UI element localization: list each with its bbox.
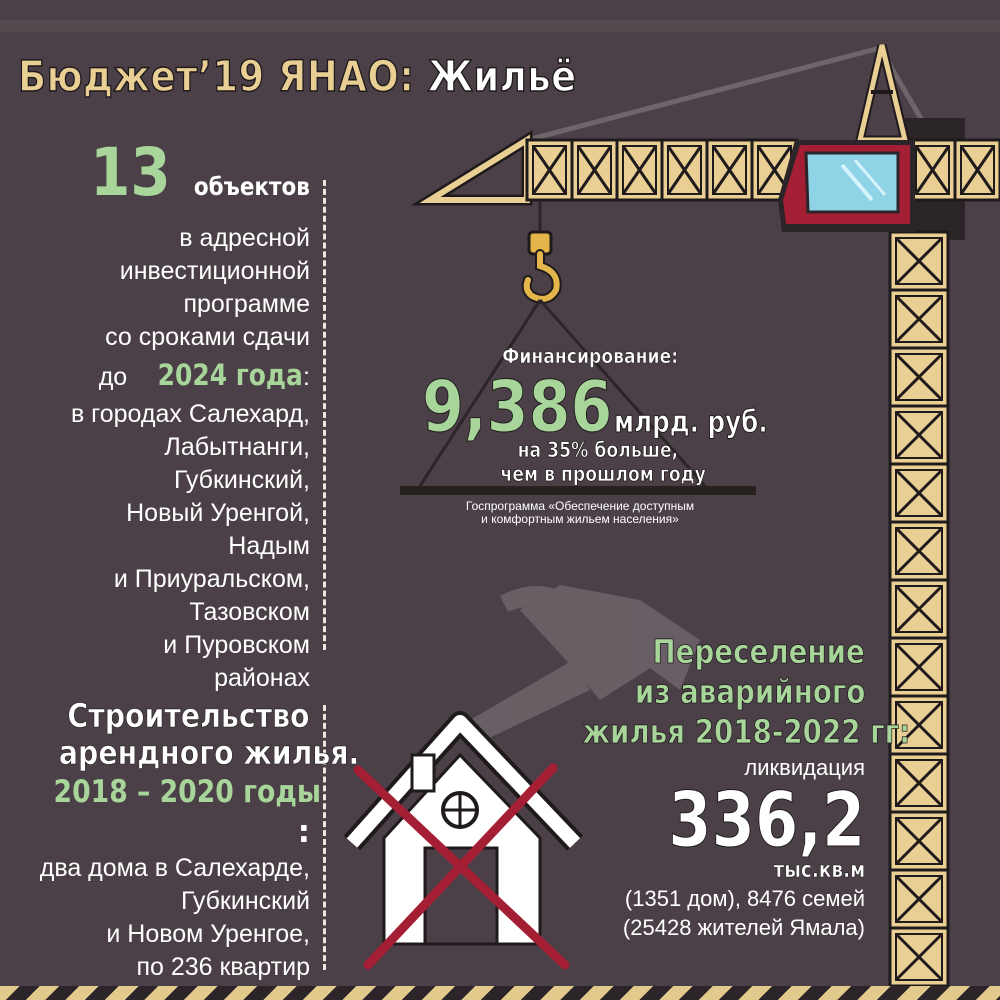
load-platform <box>400 486 756 495</box>
deadline-year: 2024 года <box>157 358 304 392</box>
objects-line: в адресной <box>179 224 310 252</box>
resettlement-heading-line: из аварийного <box>634 672 865 711</box>
resettlement-heading-line: Переселение <box>652 632 865 671</box>
rental-heading-line: Строительство <box>67 696 310 735</box>
divider-objects <box>323 180 326 650</box>
place-line: и Приуральском, <box>113 565 310 593</box>
crane-cabin <box>778 140 915 232</box>
page-title <box>18 52 577 102</box>
title-part2: Жильё <box>427 52 577 102</box>
financing-more-line: на 35% больше, <box>517 438 679 462</box>
rental-years: 2018 – 2020 годы <box>53 774 321 810</box>
place-line: и Пуровском <box>163 631 310 659</box>
place-line: Лабытнанги, <box>164 433 310 461</box>
resettlement-area: 336,2 <box>667 775 865 864</box>
place-line: Тазовском <box>189 598 310 626</box>
objects-line: со сроками сдачи <box>105 323 310 351</box>
objects-line: инвестиционной <box>119 257 310 285</box>
rental-years-suffix: : <box>297 814 310 850</box>
place-line: в городах Салехард, <box>70 400 310 428</box>
financing-label-wrap <box>380 344 800 368</box>
rental-line: два дома в Салехарде, <box>39 854 310 882</box>
financing-more <box>478 438 718 486</box>
hazard-stripe <box>0 986 1000 1000</box>
program-line: Госпрограмма «Обеспечение доступным <box>465 499 695 513</box>
resettlement-detail: (25428 жителей Ямала) <box>622 915 865 940</box>
rental-heading-line: арендного жилья. <box>58 733 360 772</box>
financing-unit: млрд. руб. <box>614 405 768 440</box>
resettlement-heading-line: жилья 2018-2022 гг: <box>582 712 911 751</box>
objects-block <box>10 134 310 695</box>
rental-line: и Новом Уренгое, <box>106 920 310 948</box>
objects-count: 13 <box>89 134 171 211</box>
resettlement-detail: (1351 дом), 8476 семей <box>624 886 865 911</box>
deadline-prefix: до <box>98 363 128 391</box>
objects-line: программе <box>183 290 310 318</box>
place-line: Надым <box>228 532 310 560</box>
deadline-suffix: : <box>303 363 310 391</box>
rental-block <box>10 696 360 1000</box>
resettlement-block <box>520 632 911 942</box>
financing-more-line: чем в прошлом году <box>500 462 706 486</box>
place-line: Губкинский, <box>174 466 310 494</box>
resettlement-liquidation: ликвидация <box>744 755 865 780</box>
place-line: Новый Уренгой, <box>126 499 310 527</box>
program-note <box>400 500 760 526</box>
rental-line: Губкинский <box>180 887 310 915</box>
objects-deadline <box>10 354 310 398</box>
title-part1: Бюджет’19 ЯНАО: <box>18 52 415 102</box>
financing-label: Финансирование: <box>502 344 678 368</box>
program-line: и комфортным жильем населения» <box>481 512 679 526</box>
place-line: районах <box>214 664 310 692</box>
resettlement-unit: тыс.кв.м <box>773 858 865 883</box>
financing-amount: 9,386 <box>422 366 613 448</box>
objects-count-word: объектов <box>194 172 310 201</box>
rental-line: по 236 квартир <box>136 953 310 981</box>
